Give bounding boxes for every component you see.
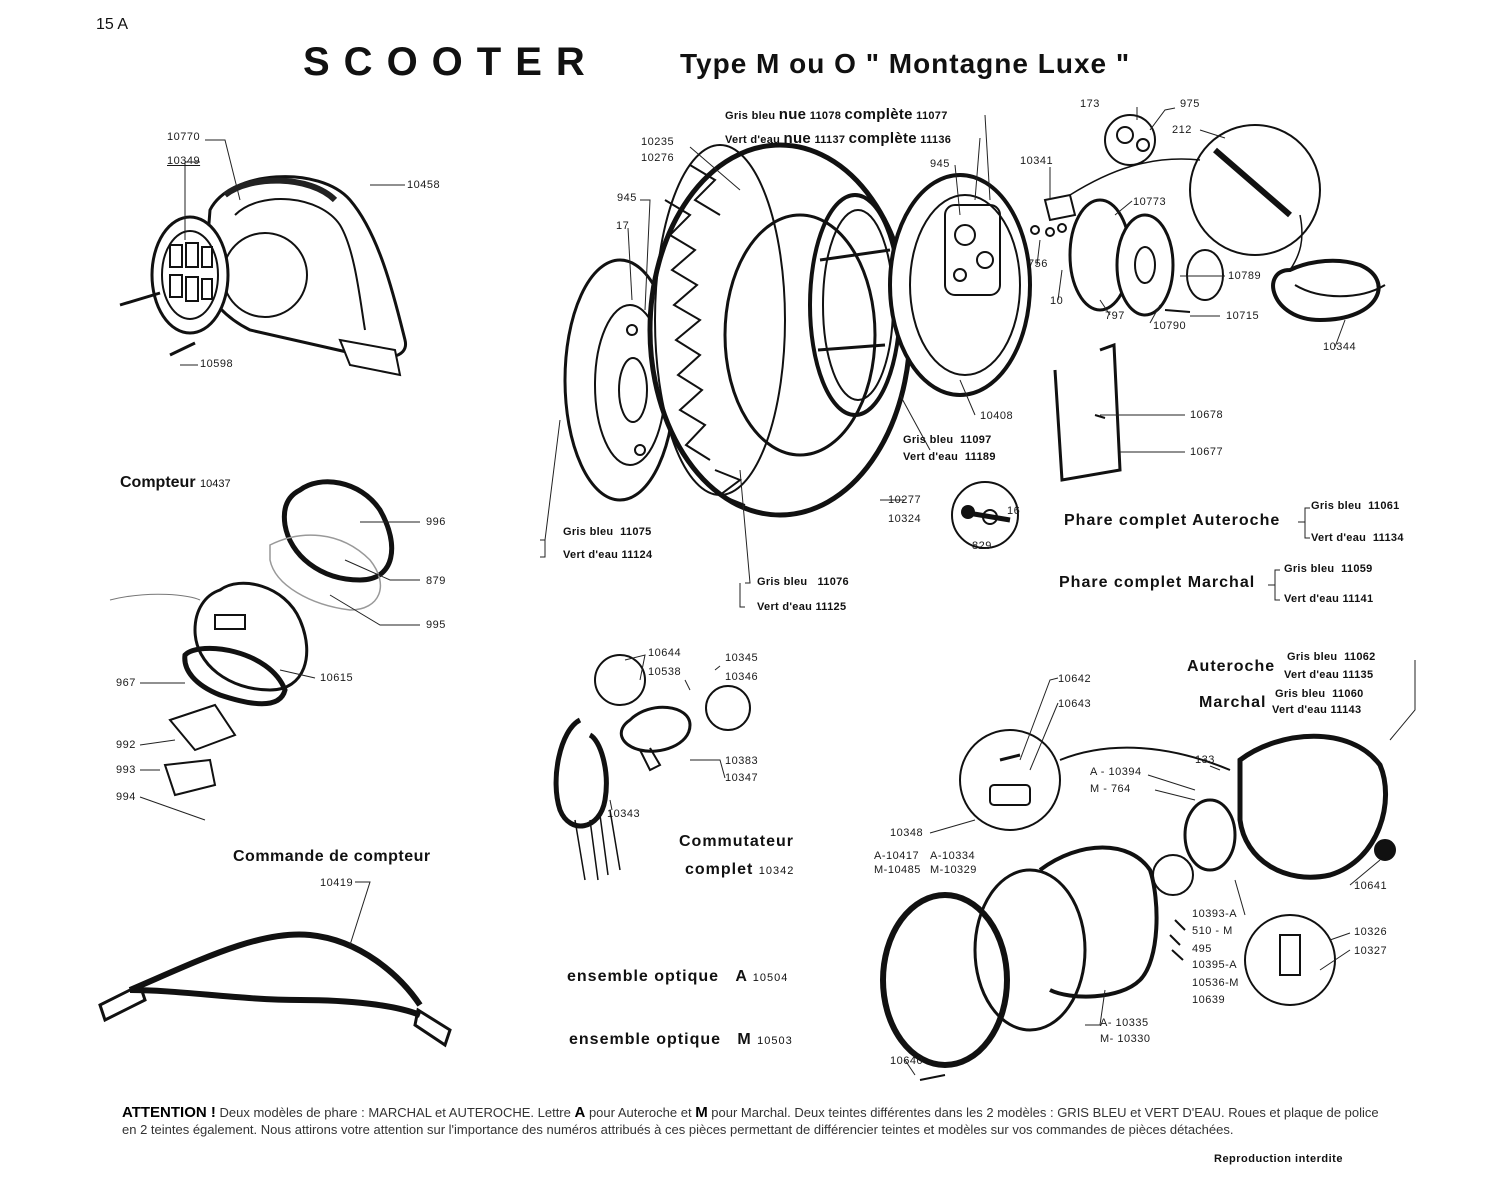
phare-auteroche-color-2: Vert d'eau 11134 [1311, 532, 1404, 544]
phare-marchal-color-2: Vert d'eau 11141 [1284, 593, 1374, 605]
headlamp-color-2: Vert d'eau 11135 [1284, 669, 1374, 681]
compteur-label: Compteur 10437 [120, 474, 231, 491]
part-number: 10458 [407, 179, 441, 191]
part-number: 133 [1195, 754, 1215, 766]
part-number: 10326 [1354, 926, 1388, 938]
part-number: 495 [1192, 943, 1212, 955]
phare-marchal-color-1: Gris bleu 11059 [1284, 563, 1373, 575]
part-number: 10235 [641, 136, 675, 148]
part-number: 10615 [320, 672, 354, 684]
part-number: 17 [616, 220, 630, 232]
part-number: 173 [1080, 98, 1100, 110]
part-number: 756 [1028, 258, 1048, 270]
part-number: 10343 [607, 808, 641, 820]
part-number: A - 10394 [1090, 766, 1142, 778]
page-reference: 15 A [96, 16, 129, 33]
part-number: 10770 [167, 131, 201, 143]
part-number: 10677 [1190, 446, 1224, 458]
headlamp-color-4: Vert d'eau 11143 [1272, 704, 1362, 716]
part-number: 10348 [890, 827, 924, 839]
part-number: 10789 [1228, 270, 1262, 282]
marchal-label: Marchal [1199, 694, 1267, 711]
wheel-color-line-2: Vert d'eau nue 11137 complète 11136 [725, 130, 952, 147]
wheel-color-bottom-1: Gris bleu 11076 [757, 576, 849, 588]
part-number: 10642 [1058, 673, 1092, 685]
part-number: 10344 [1323, 341, 1357, 353]
part-number: 510 - M [1192, 925, 1233, 937]
part-number: 10395-A [1192, 959, 1238, 971]
part-number: 10327 [1354, 945, 1388, 957]
horn-drawing [120, 177, 406, 375]
part-number: A- 10335 [1100, 1017, 1149, 1029]
part-number: A-10334 [930, 850, 976, 862]
wheel-color-left-2: Vert d'eau 11124 [563, 549, 653, 561]
part-number: 797 [1105, 310, 1125, 322]
part-number: 10 [1050, 295, 1064, 307]
reproduction-notice: Reproduction interdite [1214, 1153, 1343, 1165]
part-number: 10419 [320, 877, 354, 889]
part-number: 10346 [725, 671, 759, 683]
wheel-color-bottom-2: Vert d'eau 11125 [757, 601, 847, 613]
phare-marchal-label: Phare complet Marchal [1059, 574, 1256, 591]
page-title: SCOOTER [303, 40, 599, 84]
part-number: M-10329 [930, 864, 977, 876]
part-number: 10641 [1354, 880, 1388, 892]
wheel-color-line-1: Gris bleu nue 11078 complète 11077 [725, 106, 948, 123]
rear-housing-drawing [890, 175, 1030, 395]
part-number: 993 [116, 764, 136, 776]
part-number: 16 [1007, 505, 1021, 517]
part-number: 10678 [1190, 409, 1224, 421]
part-number: 10643 [1058, 698, 1092, 710]
part-number: 10715 [1226, 310, 1260, 322]
part-number: 10536-M [1192, 977, 1239, 989]
part-number: 945 [930, 158, 950, 170]
part-number: 10790 [1153, 320, 1187, 332]
part-number: M- 10330 [1100, 1033, 1151, 1045]
part-number: 945 [617, 192, 637, 204]
part-number: 10538 [648, 666, 682, 678]
headlamp-color-3: Gris bleu 11060 [1275, 688, 1364, 700]
part-number: 10341 [1020, 155, 1054, 167]
speedometer-drawing [110, 482, 392, 795]
wheel-color-mid-1: Gris bleu 11097 [903, 434, 992, 446]
part-number: M-10485 [874, 864, 921, 876]
commutateur-label-2: complet 10342 [685, 861, 795, 878]
wheel-color-mid-2: Vert d'eau 11189 [903, 451, 996, 463]
part-number: 10383 [725, 755, 759, 767]
part-number: 10408 [980, 410, 1014, 422]
part-number: 10345 [725, 652, 759, 664]
commutateur-label: Commutateur [679, 833, 795, 850]
wheel-color-left-1: Gris bleu 11075 [563, 526, 652, 538]
part-number: 975 [1180, 98, 1200, 110]
part-number: 10277 [888, 494, 922, 506]
rear-light-drawing [1031, 115, 1385, 320]
attention-note: ATTENTION ! Deux modèles de phare : MARCHAL et AUTEROCHE. Lettre A pour Auteroche et M pour Marchal. Deux teintes différentes dans les 2 modèles : GRIS BLEU et VERT D'EAU. Roues et plaque de police en 2 teintes également. Nous attirons votre attention sur l'importance des numéros attribués à ces pièces permettant de différencier teintes et modèles sur vos commandes de pièces détachées. [122, 1104, 1379, 1137]
part-number: 994 [116, 791, 136, 803]
part-number: 995 [426, 619, 446, 631]
plate-frame-drawing [1055, 345, 1120, 480]
part-number: 967 [116, 677, 136, 689]
auteroche-label: Auteroche [1187, 658, 1276, 675]
part-number: 10639 [1192, 994, 1226, 1006]
part-number: 212 [1172, 124, 1192, 136]
speedo-cable-drawing [100, 934, 450, 1045]
part-number: 829 [972, 540, 992, 552]
part-number: 10324 [888, 513, 922, 525]
optique-m-label: ensemble optique M 10503 [569, 1031, 793, 1048]
part-number: M - 764 [1090, 783, 1131, 795]
part-number: 879 [426, 575, 446, 587]
part-number: 10276 [641, 152, 675, 164]
part-number: 10393-A [1192, 908, 1238, 920]
part-number: 10347 [725, 772, 759, 784]
part-number: 10598 [200, 358, 234, 370]
part-number: 996 [426, 516, 446, 528]
headlamp-color-1: Gris bleu 11062 [1287, 651, 1376, 663]
part-number: A-10417 [874, 850, 920, 862]
part-number: 10349 [167, 155, 201, 167]
page-subtitle: Type M ou O " Montagne Luxe " [680, 48, 1131, 79]
part-number: 10773 [1133, 196, 1167, 208]
part-number: 992 [116, 739, 136, 751]
part-number: 10644 [648, 647, 682, 659]
optique-a-label: ensemble optique A 10504 [567, 968, 789, 985]
phare-auteroche-label: Phare complet Auteroche [1064, 512, 1281, 529]
phare-auteroche-color-1: Gris bleu 11061 [1311, 500, 1400, 512]
part-number: 10640 [890, 1055, 924, 1067]
commande-label: Commande de compteur [233, 848, 431, 865]
